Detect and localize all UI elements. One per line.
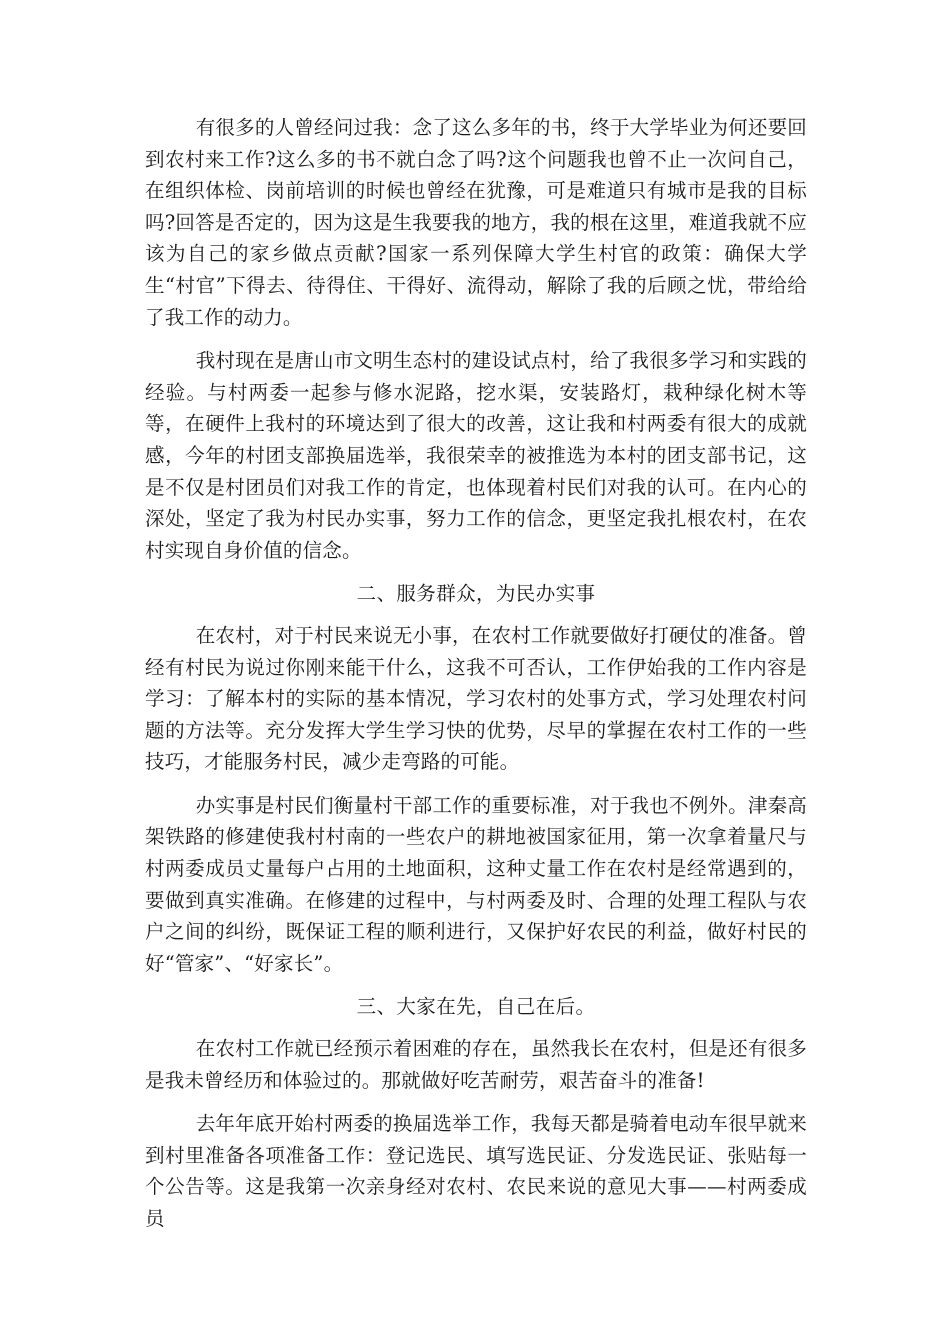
paragraph-4: 办实事是村民们衡量村干部工作的重要标准，对于我也不例外。津秦高架铁路的修建使我村村南的一些农户的耕地被国家征用，第一次拿着量尺与村两委成员丈量每户占用的土地面积，这种丈量工作在农村是经常遇到的，要做到真实准确。在修建的过程中，与村两委及时、合理的处理工程队与农户之间的纠纷，既保证工程的顺利进行，又保护好农民的利益，做好村民的好“管家”、“好家长”。 [145,793,807,975]
document-body [145,112,807,1247]
paragraph-1: 有很多的人曾经问过我：念了这么多年的书，终于大学毕业为何还要回到农村来工作?这么多的书不就白念了吗?这个问题我也曾不止一次问自己，在组织体检、岗前培训的时候也曾经在犹豫，可是难道只有城市是我的目标吗?回答是否定的，因为这是生我要我的地方，我的根在这里，难道我就不应该为自己的家乡做点贡献?国家一系列保障大学生村官的政策：确保大学生“村官”下得去、待得住、干得好、流得动，解除了我的后顾之忧，带给给了我工作的动力。 [145,116,807,329]
paragraph-2: 我村现在是唐山市文明生态村的建设试点村，给了我很多学习和实践的经验。与村两委一起参与修水泥路，挖水渠，安装路灯，栽种绿化树木等等，在硬件上我村的环境达到了很大的改善，这让我和村两委有很大的成就感，今年的村团支部换届选举，我很荣幸的被推选为本村的团支部书记，这是不仅是村团员们对我工作的肯定，也体现着村民们对我的认可。在内心的深处，坚定了我为村民办实事，努力工作的信念，更坚定我扎根农村，在农村实现自身价值的信念。 [145,349,807,562]
paragraph-5: 在农村工作就已经预示着困难的存在，虽然我长在农村，但是还有很多是我未曾经历和体验过的。那就做好吃苦耐劳，艰苦奋斗的准备! [145,1037,807,1092]
section-heading-2: 二、服务群众，为民办实事 [356,582,596,606]
paragraph-3: 在农村，对于村民来说无小事，在农村工作就要做好打硬仗的准备。曾经有村民为说过你刚来能干什么，这我不可否认，工作伊始我的工作内容是学习：了解本村的实际的基本情况，学习农村的处事方式，学习处理农村问题的方法等。充分发挥大学生学习快的优势，尽早的掌握在农村工作的一些技巧，才能服务村民，减少走弯路的可能。 [145,623,807,774]
section-heading-3: 三、大家在先，自己在后。 [356,995,596,1019]
paragraph-6: 去年年底开始村两委的换届选举工作，我每天都是骑着电动车很早就来到村里准备各项准备工作：登记选民、填写选民证、分发选民证、张贴每一个公告等。这是我第一次亲身经对农村、农民来说的意见大事——村两委成员 [145,1112,807,1230]
